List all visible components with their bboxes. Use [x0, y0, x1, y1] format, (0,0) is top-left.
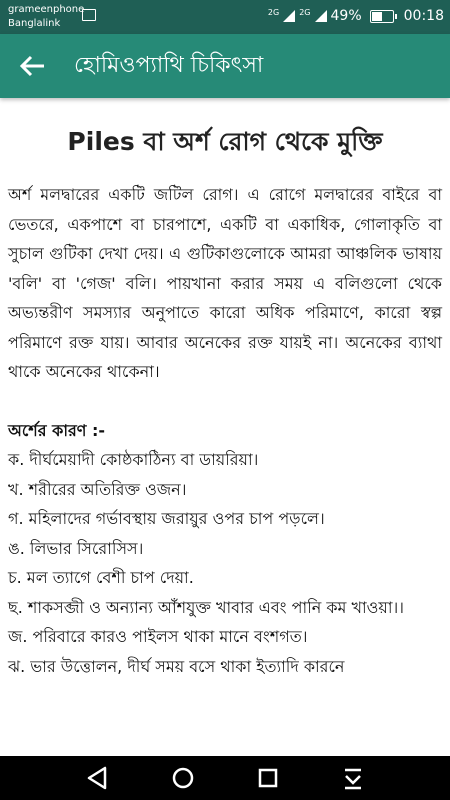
network-type-2: 2G — [299, 7, 311, 17]
recents-square-icon[interactable] — [253, 764, 283, 792]
cause-item: জ. পরিবারে কারও পাইলস থাকা মানে বংশগত। — [8, 627, 308, 646]
image-notification-icon — [82, 9, 96, 21]
cause-item: খ. শরীরের অতিরিক্ত ওজন। — [8, 479, 187, 499]
status-bar — [0, 0, 450, 34]
back-triangle-icon[interactable] — [83, 764, 113, 792]
navigation-bar — [0, 756, 450, 800]
status-icons — [268, 6, 444, 26]
cause-item: ঝ. ভার উত্তোলন, দীর্ঘ সময় বসে থাকা ইত্যাদি কারনে — [8, 656, 345, 676]
cause-item: চ. মল ত্যাগে বেশী চাপ দেয়া. — [8, 568, 194, 587]
article-title: Piles বা অর্শ রোগ থেকে মুক্তি — [67, 127, 383, 156]
home-circle-icon[interactable] — [168, 764, 198, 792]
cause-item: ছ. শাকসব্জী ও অন্যান্য আঁশযুক্ত খাবার এবং পানি কম খাওয়া।। — [8, 597, 404, 617]
carrier-info — [8, 3, 84, 31]
clock: 00:18 — [403, 8, 444, 24]
battery-percent: 49% — [330, 8, 362, 24]
network-type-1: 2G — [267, 7, 280, 17]
back-arrow-icon[interactable] — [14, 48, 54, 84]
article-intro: অর্শ মলদ্বারের একটি জটিল রোগ। এ রোগে মলদ্বারের বাইরে বা ভেতরে, একপাশে বা চারপাশে, একটি বা একাধিক, গোলাকৃতি বা সুচাল গুটিকা দেখা দেয়। এ গুটিকাগুলোকে আমরা আঞ্চলিক ভাষায় 'বলি' বা 'গেজ' বলি। পায়খানা করার সময় এ বলিগুলো থেকে অভ্যন্তরীণ সমস্যার অনুপাতে কারো অধিক পরিমাণে, কারো স্বল্প পরিমাণে রক্ত যায়। আবার অনেকের রক্ত যায়ই না। অনেকের ব্যাথা থাকে অনেকের থাকেনা। — [8, 185, 442, 381]
cause-item: গ. মহিলাদের গর্ভাবস্থায় জরায়ুর ওপর চাপ পড়লে। — [8, 509, 325, 528]
causes-heading: অর্শের কারণ :- — [8, 420, 106, 440]
causes-list — [8, 445, 442, 681]
signal-icon-2 — [315, 10, 327, 22]
notifications-pull-icon[interactable] — [338, 764, 368, 792]
article-content[interactable] — [0, 98, 450, 756]
app-title: হোমিওপ্যাথি চিকিৎসা — [74, 53, 264, 78]
signal-icon-1 — [283, 10, 295, 22]
cause-item: ঙ. লিভার সিরোসিস। — [8, 538, 144, 558]
battery-level — [372, 12, 383, 21]
app-bar — [0, 34, 450, 98]
carrier-name-2: Banglalink — [8, 18, 61, 29]
cause-item: ক. দীর্ঘমেয়াদী কোষ্ঠকাঠিন্য বা ডায়রিয়া। — [8, 450, 259, 469]
carrier-name-1: grameenphone — [8, 4, 85, 15]
battery-icon — [370, 10, 394, 23]
